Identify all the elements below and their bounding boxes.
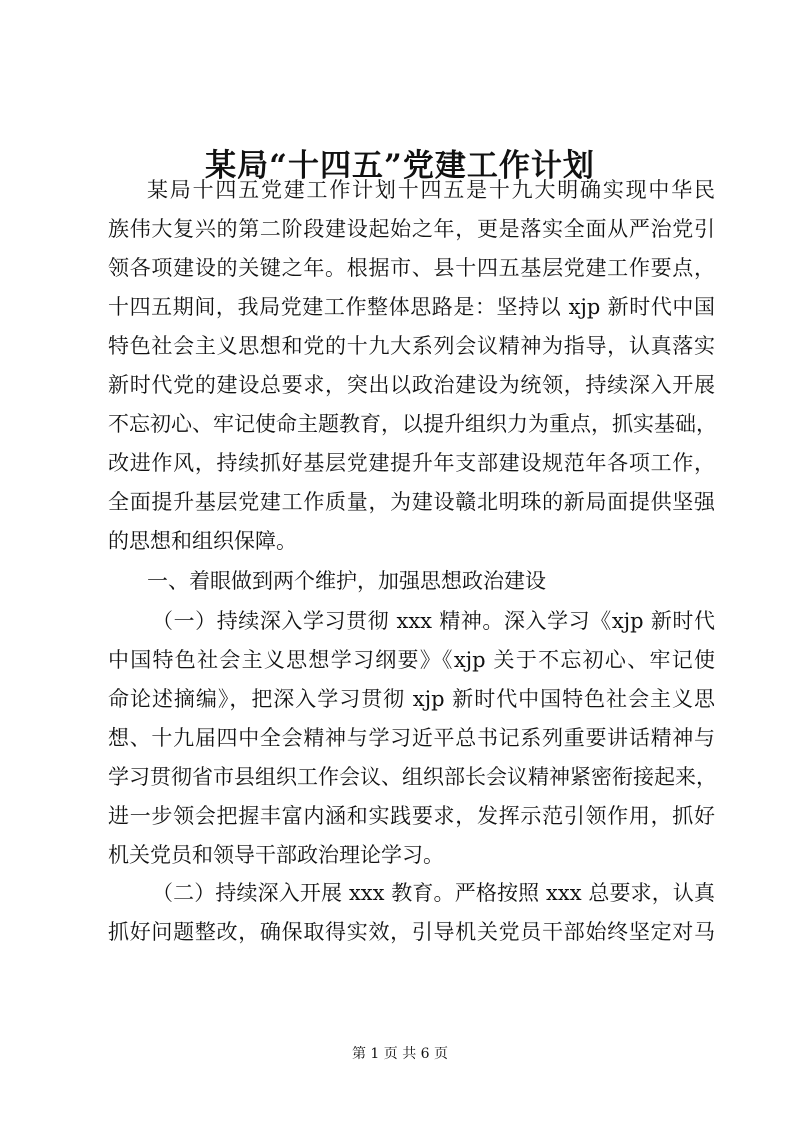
paragraph-line: 不忘初心、牢记使命主题教育，以提升组织力为重点，抓实基础， [108, 412, 717, 436]
paragraph-line: 机关党员和领导干部政治理论学习。 [108, 843, 444, 867]
paragraph-line: 族伟大复兴的第二阶段建设起始之年，更是落实全面从严治党引 [108, 217, 715, 241]
paragraph-line: 某局十四五党建工作计划十四五是十九大明确实现中华民 [147, 178, 715, 202]
paragraph-line: 全面提升基层党建工作质量，为建设赣北明珠的新局面提供坚强 [108, 490, 715, 514]
paragraph-line: 领各项建设的关键之年。根据市、县十四五基层党建工作要点， [108, 256, 715, 280]
paragraph-line: 进一步领会把握丰富内涵和实践要求，发挥示范引领作用，抓好 [108, 804, 715, 828]
paragraph-line: 特色社会主义思想和党的十九大系列会议精神为指导，认真落实 [108, 334, 715, 358]
paragraph-line: 抓好问题整改，确保取得实效，引导机关党员干部始终坚定对马 [108, 920, 715, 944]
paragraph-line: 学习贯彻省市县组织工作会议、组织部长会议精神紧密衔接起来， [108, 765, 717, 789]
paragraph-line: 中国特色社会主义思想学习纲要》《xjp 关于不忘初心、牢记使 [108, 648, 715, 672]
paragraph-line: 的思想和组织保障。 [108, 529, 297, 553]
paragraph-line: （二）持续深入开展 xxx 教育。严格按照 xxx 总要求，认真 [152, 881, 715, 905]
paragraph-line: （一）持续深入学习贯彻 xxx 精神。深入学习《xjp 新时代 [152, 609, 715, 633]
section-heading: 一、着眼做到两个维护，加强思想政治建设 [147, 569, 546, 593]
document-title: 某局“十四五”党建工作计划 [205, 148, 595, 184]
paragraph-line: 想、十九届四中全会精神与学习近平总书记系列重要讲话精神与 [108, 726, 715, 750]
paragraph-line: 命论述摘编》，把深入学习贯彻 xjp 新时代中国特色社会主义思 [108, 687, 715, 711]
page-footer: 第 1 页 共 6 页 [351, 1046, 449, 1062]
paragraph-line: 新时代党的建设总要求，突出以政治建设为统领，持续深入开展 [108, 373, 715, 397]
paragraph-line: 改进作风，持续抓好基层党建提升年支部建设规范年各项工作， [108, 451, 715, 475]
paragraph-line: 十四五期间，我局党建工作整体思路是：坚持以 xjp 新时代中国 [108, 295, 715, 319]
